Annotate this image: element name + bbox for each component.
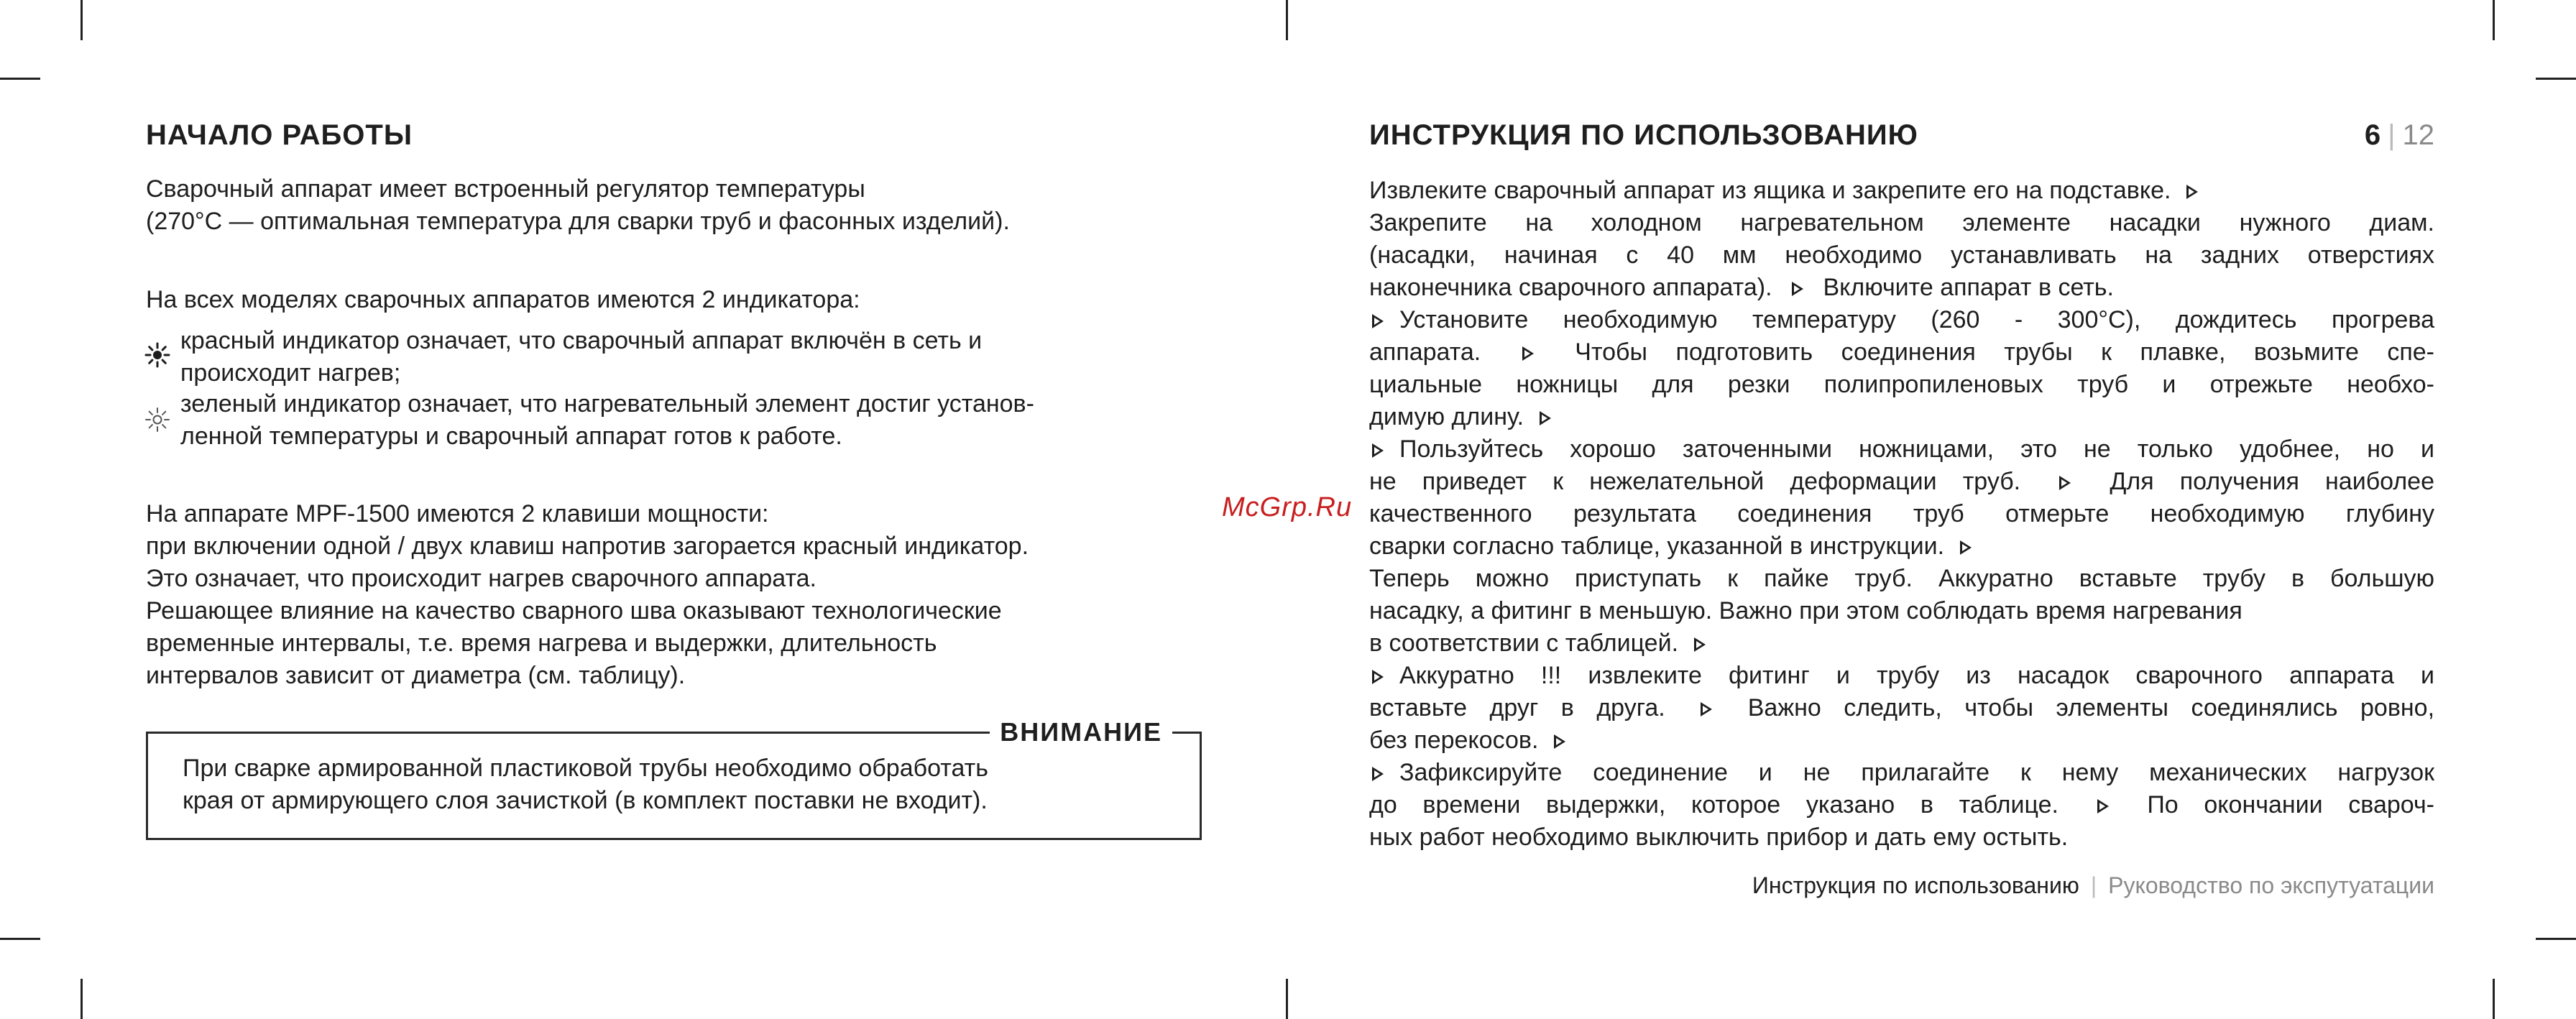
text-segment: (насадки, начиная с 40 мм необходимо устанавливать на задних отверстиях [1369, 241, 2434, 269]
power-keys-paragraph [146, 498, 1029, 692]
text-segment: Закрепите на холодном нагревательном элементе насадки нужного диам. [1369, 209, 2434, 236]
watermark: McGrp.Ru [1222, 492, 1353, 522]
instruction-line [1369, 239, 2434, 272]
bullet-triangle-icon [1372, 767, 1384, 781]
instruction-line [1369, 272, 2434, 304]
text-segment: в соответствии с таблицей. [1369, 630, 1679, 657]
footer-subtitle: Руководство по экспутуатации [2108, 872, 2434, 898]
sun-outline-icon [144, 407, 170, 433]
instruction-line [1369, 336, 2434, 369]
instruction-line [1369, 660, 2434, 692]
instruction-line [1369, 563, 2434, 595]
bullet-triangle-icon [1694, 637, 1706, 652]
intro-paragraph [146, 173, 1010, 238]
bullet-triangle-icon [1554, 734, 1565, 749]
crop-mark [80, 979, 83, 1019]
page-number [2365, 119, 2434, 152]
text-segment: Установите необходимую температуру (260 - 300°C), дождитесь прогрева [1399, 306, 2434, 333]
text-segment: сварки согласно таблице, указанной в инструкции. [1369, 532, 1945, 560]
text-segment: Пользуйтесь хорошо заточенными ножницами, это не только удобнее, но и [1399, 435, 2434, 463]
instruction-line [1369, 401, 2434, 433]
text-segment: димую длину. [1369, 403, 1524, 430]
text-line: На аппарате MPF-1500 имеются 2 клавиши мощности: [146, 500, 769, 527]
text-segment: не приведет к нежелательной деформации труб. [1369, 468, 2021, 495]
text-line: края от армирующего слоя зачисткой (в комплект поставки не входит). [183, 787, 988, 814]
text-segment: Для получения наиболее [2110, 468, 2435, 495]
bullet-triangle-icon [1540, 411, 1551, 425]
text-segment: Чтобы подготовить соединения трубы к плавке, возьмите спе- [1575, 338, 2435, 366]
bullet-triangle-icon [1372, 670, 1384, 684]
text-segment: Зафиксируйте соединение и не прилагайте к нему механических нагрузок [1399, 759, 2434, 786]
bullet-triangle-icon [2097, 799, 2109, 813]
instruction-line [1369, 498, 2434, 530]
text-segment: насадку, а фитинг в меньшую. Важно при этом соблюдать время нагревания [1369, 597, 2242, 624]
crop-mark [1286, 0, 1288, 40]
bullet-triangle-icon [1372, 443, 1384, 458]
crop-mark [2536, 78, 2576, 80]
text-segment: По окончании свароч- [2147, 791, 2434, 819]
total-pages: 12 [2402, 119, 2434, 151]
text-line: временные интервалы, т.е. время нагрева и выдержки, длительность [146, 630, 937, 657]
instruction-line [1369, 692, 2434, 724]
text-segment: вставьте друг в друга. [1369, 694, 1665, 721]
text-line: зеленый индикатор означает, что нагревательный элемент достиг установ- [180, 390, 1034, 418]
warning-text [183, 752, 988, 817]
crop-mark [0, 78, 40, 80]
crop-mark [80, 0, 83, 40]
text-segment: качественного результата соединения труб отмерьте необходимую глубину [1369, 500, 2434, 527]
footer-separator: | [2090, 872, 2097, 898]
bullet-triangle-icon [2059, 476, 2071, 490]
text-segment: циальные ножницы для резки полипропиленовых труб и отрежьте необхо- [1369, 371, 2434, 398]
text-line: Это означает, что происходит нагрев сварочного аппарата. [146, 565, 816, 592]
text-segment: без перекосов. [1369, 727, 1539, 754]
crop-mark [2536, 938, 2576, 940]
text-line: Решающее влияние на качество сварного шва оказывают технологические [146, 597, 1002, 624]
bullet-triangle-icon [1701, 702, 1712, 716]
text-segment: Теперь можно приступать к пайке труб. Аккуратно вставьте трубу в большую [1369, 565, 2434, 592]
page-separator: | [2388, 119, 2396, 151]
text-line: красный индикатор означает, что сварочный аппарат включён в сеть и [180, 327, 983, 354]
text-segment: Важно следить, чтобы элементы соединялись ровно, [1747, 694, 2435, 721]
text-segment: до времени выдержки, которое указано в таблице. [1369, 791, 2058, 819]
instruction-line [1369, 724, 2434, 757]
bullet-triangle-icon [1372, 314, 1384, 328]
text-segment: аппарата. [1369, 338, 1481, 366]
instruction-line [1369, 530, 2434, 563]
instruction-line [1369, 304, 2434, 336]
crop-mark [0, 938, 40, 940]
footer-title: Инструкция по использованию [1752, 872, 2079, 898]
text-line: При сварке армированной пластиковой трубы необходимо обработать [183, 755, 988, 782]
text-segment: Аккуратно !!! извлеките фитинг и трубу из насадок сварочного аппарата и [1399, 662, 2434, 689]
instruction-line [1369, 433, 2434, 466]
instruction-line [1369, 466, 2434, 498]
text-segment: ных работ необходимо выключить прибор и дать ему остыть. [1369, 824, 2069, 851]
instructions-text [1369, 175, 2434, 854]
footer [1752, 872, 2434, 899]
indicators-intro: На всех моделях сварочных аппаратов имеются 2 индикатора: [146, 286, 860, 313]
text-line: происходит нагрев; [180, 359, 401, 387]
text-segment: наконечника сварочного аппарата). [1369, 274, 1772, 301]
text-line: интервалов зависит от диаметра (см. таблицу). [146, 662, 686, 689]
section-title: ИНСТРУКЦИЯ ПО ИСПОЛЬЗОВАНИЮ [1369, 119, 1918, 151]
crop-mark [1286, 979, 1288, 1019]
sun-icon [144, 342, 170, 368]
text-line: (270°C — оптимальная температура для сварки труб и фасонных изделий). [146, 208, 1010, 235]
current-page: 6 [2364, 119, 2381, 151]
instruction-line [1369, 207, 2434, 239]
text-line: ленной температуры и сварочный аппарат готов к работе. [180, 423, 842, 450]
text-line: Сварочный аппарат имеет встроенный регулятор температуры [146, 175, 865, 203]
text-segment: Извлеките сварочный аппарат из ящика и закрепите его на подставке. [1369, 177, 2171, 204]
bullet-triangle-icon [2186, 185, 2198, 199]
text-segment: Включите аппарат в сеть. [1823, 274, 2114, 301]
warning-title: ВНИМАНИЕ [990, 715, 1172, 750]
text-line: при включении одной / двух клавиш напротив загорается красный индикатор. [146, 532, 1029, 560]
bullet-triangle-icon [1960, 540, 1972, 555]
instruction-line [1369, 789, 2434, 821]
bullet-triangle-icon [1792, 282, 1803, 296]
crop-mark [2493, 979, 2495, 1019]
instruction-line [1369, 175, 2434, 207]
bullet-triangle-icon [1522, 346, 1534, 361]
instruction-line [1369, 757, 2434, 789]
instruction-line [1369, 627, 2434, 660]
instruction-line [1369, 369, 2434, 401]
instruction-line [1369, 595, 2434, 627]
instruction-line [1369, 821, 2434, 854]
section-title: НАЧАЛО РАБОТЫ [146, 119, 413, 151]
crop-mark [2493, 0, 2495, 40]
warning-box [146, 717, 1202, 840]
